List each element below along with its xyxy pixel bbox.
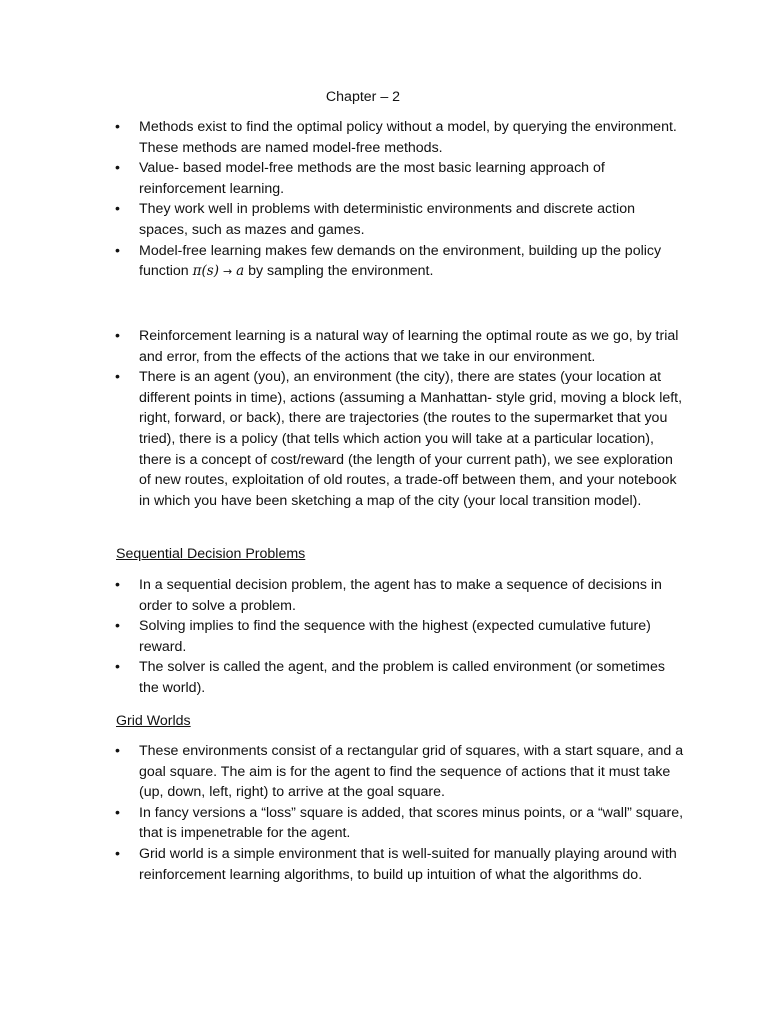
list-item: • Solving implies to find the sequence with the highest (expected cumulative future) reward. bbox=[0, 616, 684, 657]
bullet-list-sequential bbox=[0, 575, 665, 699]
bullet-list-rl bbox=[0, 326, 683, 511]
list-item: • In fancy versions a “loss” square is added, that scores minus points, or a “wall” square, that is impenetrable for the agent. bbox=[0, 803, 684, 844]
formula-s: (s) bbox=[201, 263, 219, 280]
list-item: • Methods exist to find the optimal policy without a model, by querying the environment. These methods are named model-free methods. bbox=[0, 117, 684, 158]
list-item: • Reinforcement learning is a natural way of learning the optimal route as we go, by trial and error, from the effects of the actions that we take in our environment. bbox=[0, 326, 684, 367]
bullet-list-intro bbox=[0, 117, 677, 283]
heading-sequential-decision-problems: Sequential Decision Problems bbox=[116, 546, 306, 562]
list-item: • Grid world is a simple environment that is well-suited for manually playing around with reinforcement learning algorithms, to build up intuition of what the algorithms do. bbox=[0, 844, 684, 885]
bullet-list-grid-worlds bbox=[0, 741, 684, 885]
list-item-policy-function bbox=[0, 241, 684, 283]
list-item: • There is an agent (you), an environment (the city), there are states (your location at different points in time), actions (assuming a Manhattan- style grid, moving a block left, right, forward, or back), there are trajectories (the routes to the supermarket that you tried), there is a policy (that tells which action you will take at a particular location), there is a concept of cost/reward (the length of your current path), we see exploration of new routes, exploitation of old routes, a trade-off between them, and your notebook in which you have been sketching a map of the city (your local transition model). bbox=[0, 367, 684, 511]
formula-a: a bbox=[236, 263, 245, 280]
heading-grid-worlds: Grid Worlds bbox=[116, 713, 191, 729]
policy-text-after: by sampling the environment. bbox=[244, 263, 434, 280]
formula-arrow: → bbox=[222, 265, 233, 279]
list-item: • They work well in problems with deterministic environments and discrete action spaces, such as mazes and games. bbox=[0, 199, 684, 240]
list-item: • These environments consist of a rectangular grid of squares, with a start square, and a goal square. The aim is for the agent to find the sequence of actions that it must take (up, down, left, right) to arrive at the goal square. bbox=[0, 741, 684, 803]
chapter-title: Chapter – 2 bbox=[325, 89, 401, 105]
list-item: • The solver is called the agent, and the problem is called environment (or sometimes the world). bbox=[0, 657, 684, 698]
list-item: • In a sequential decision problem, the agent has to make a sequence of decisions in order to solve a problem. bbox=[0, 575, 684, 616]
list-item: • Value- based model-free methods are the most basic learning approach of reinforcement learning. bbox=[0, 158, 684, 199]
formula-pi: π bbox=[192, 263, 202, 280]
policy-text-before: Model-free learning makes few demands on the environment, building up the policy function bbox=[139, 242, 662, 280]
